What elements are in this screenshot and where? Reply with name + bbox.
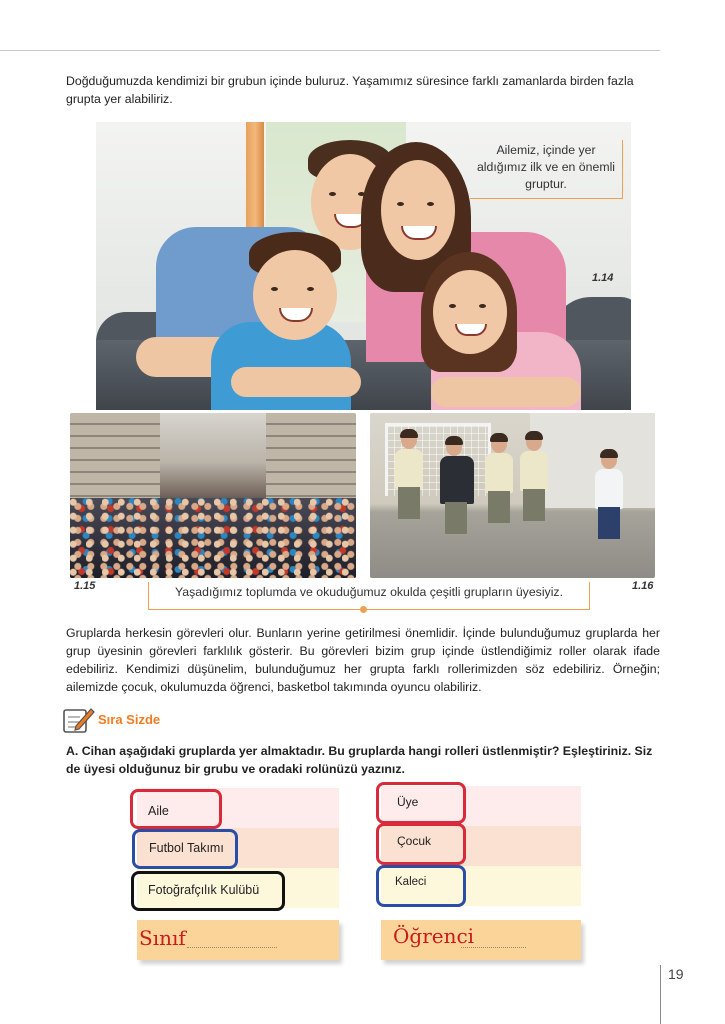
handwritten-group: Sınıf (139, 926, 186, 950)
activity-question: A. Cihan aşağıdaki gruplarda yer almaktadır. Bu gruplarda hangi rolleri üstlenmiştir? Eşleştiriniz. Siz de üyesi olduğunuz bir grubu ve oradaki rolünüzü yazınız. (66, 744, 653, 776)
group-answer-box[interactable] (137, 920, 339, 960)
notebook-pencil-icon (62, 704, 96, 736)
top-rule (0, 50, 660, 51)
role-label: Çocuk (397, 834, 432, 848)
photo-caption-text: Yaşadığımız toplumda ve okuduğumuz okulda çeşitli grupların üyesiyiz. (174, 585, 563, 599)
activity-title: Sıra Sizde (98, 712, 161, 727)
dotted-line (187, 947, 277, 948)
group-tag-futbol[interactable] (132, 829, 238, 869)
role-tag-uye[interactable] (376, 782, 466, 824)
caption-dot (360, 606, 367, 613)
figure-label-1-14: 1.14 (592, 272, 614, 284)
school-photo (370, 413, 655, 578)
figure-label-1-15: 1.15 (74, 580, 96, 592)
activity-header (62, 704, 262, 736)
building (70, 413, 160, 503)
crowd-photo (70, 413, 356, 578)
dotted-line (461, 947, 526, 948)
crowd-people (70, 498, 356, 578)
group-tag-aile[interactable] (130, 789, 222, 829)
group-tag-fotograf[interactable] (131, 871, 285, 911)
school-wall (530, 413, 655, 508)
group-label: Fotoğrafçılık Kulübü (148, 883, 260, 897)
role-label: Kaleci (395, 876, 427, 888)
role-answer-box[interactable] (381, 920, 581, 960)
roles-paragraph: Gruplarda herkesin görevleri olur. Bunların yerine getirilmesi önemlidir. İçinde bulunduğumuz gruplarda her grup üyesinin görevleri farklılık gösterir. Bu görevleri bizim grup içinde üstlendiğimiz roller olarak ifade edebiliriz. Kendimizi düşünelim, bulunduğumuz her grupta farklı rollerimizden söz edebiliriz. Örneğin; ailemizde çocuk, okulumuzda öğrenci, basketbol takımında oyuncu olabiliriz. (66, 626, 660, 694)
family-callout: Ailemiz, içinde yer aldığımız ilk ve en önemli gruptur. (470, 140, 623, 199)
figure-label-1-16: 1.16 (632, 580, 654, 592)
role-tag-cocuk[interactable] (376, 823, 466, 865)
group-label: Aile (148, 804, 169, 818)
handwritten-role: Öğrenci (393, 924, 475, 948)
page-number-rule (660, 965, 661, 1024)
role-tag-kaleci[interactable] (376, 865, 466, 907)
role-label: Üye (397, 795, 419, 809)
intro-paragraph: Doğduğumuzda kendimizi bir grubun içinde buluruz. Yaşamımız süresince farklı zamanlarda birden fazla grupta yer alabiliriz. (66, 74, 634, 106)
page-number: 19 (668, 966, 684, 982)
photo-caption (148, 582, 590, 610)
building (266, 413, 356, 503)
group-label: Futbol Takımı (149, 841, 224, 855)
